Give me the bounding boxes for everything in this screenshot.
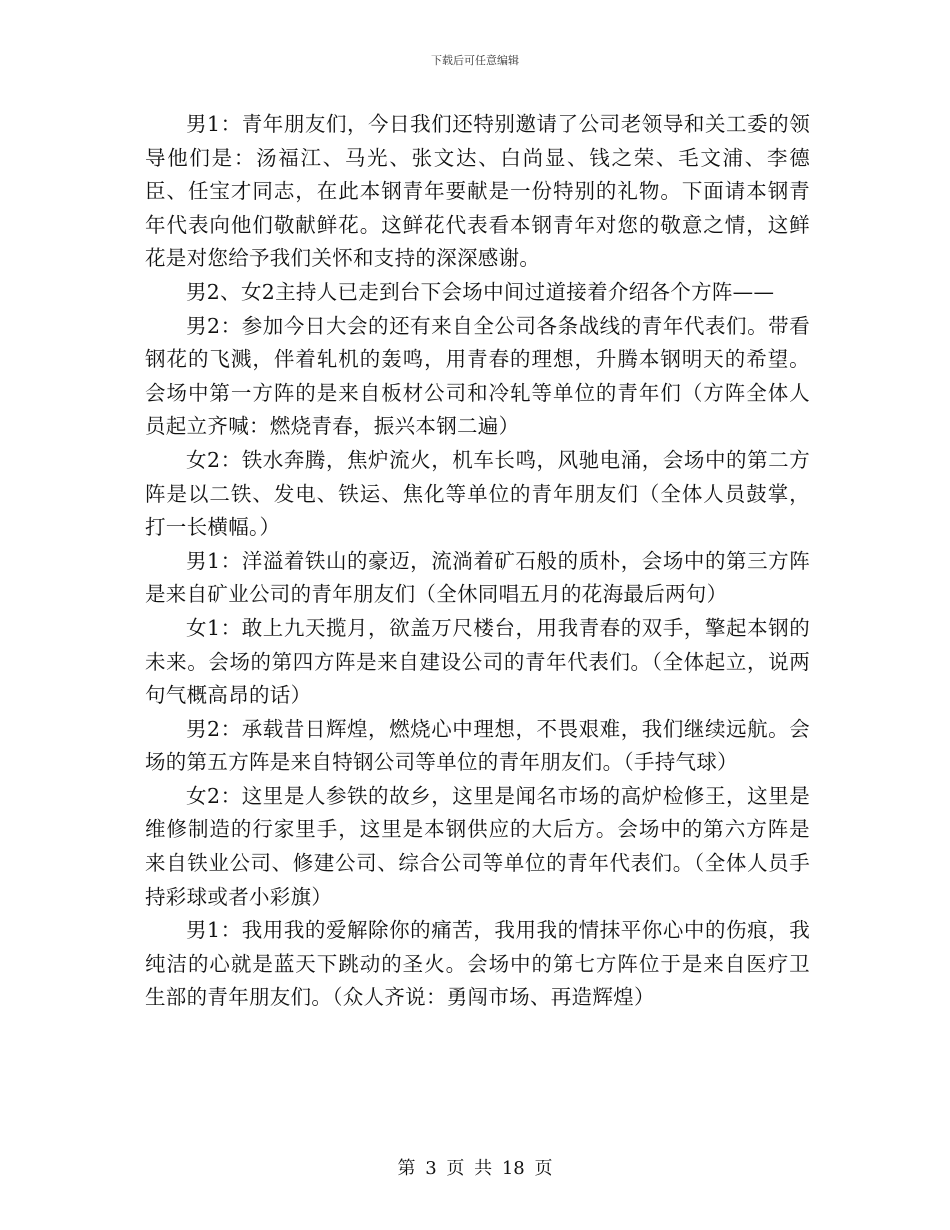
- paragraph-1: 男1：青年朋友们，今日我们还特别邀请了公司老领导和关工委的领导他们是：汤福江、马光、张文达、白尚显、钱之荣、毛文浦、李德臣、任宝才同志，在此本钢青年要献是一份特别的礼物。下面请本钢青年代表向他们敬献鲜花。这鲜花代表看本钢青年对您的敬意之情，这鲜花是对您给予我们关怀和支持的深深感谢。: [145, 112, 810, 271]
- paragraph-8: 女2：这里是人参铁的故乡，这里是闻名市场的高炉检修王，这里是维修制造的行家里手，这里是本钢供应的大后方。会场中的第六方阵是来自铁业公司、修建公司、综合公司等单位的青年代表们。（全体人员手持彩球或者小彩旗）: [145, 783, 810, 909]
- page-header: 下载后可任意编辑: [431, 54, 519, 67]
- paragraph-2: 男2、女2主持人已走到台下会场中间过道接着介绍各个方阵——: [186, 279, 775, 304]
- paragraph-6: 女1：敢上九天揽月，欲盖万尺楼台，用我青春的双手，擎起本钢的未来。会场的第四方阵是来自建设公司的青年代表们。（全体起立，说两句气概高昂的话）: [145, 615, 810, 708]
- paragraph-9: 男1：我用我的爱解除你的痛苦，我用我的情抹平你心中的伤痕，我纯洁的心就是蓝天下跳动的圣火。会场中的第七方阵位于是来自医疗卫生部的青年朋友们。（众人齐说：勇闯市场、再造辉煌）: [145, 918, 810, 1010]
- paragraph-3: 男2：参加今日大会的还有来自全公司各条战线的青年代表们。带看钢花的飞溅，伴着轧机的轰鸣，用青春的理想，升腾本钢明天的希望。会场中第一方阵的是来自板材公司和冷轧等单位的青年们（方阵全体人员起立齐喊：燃烧青春，振兴本钢二遍）: [145, 313, 810, 439]
- paragraph-5: 男1：洋溢着铁山的豪迈，流淌着矿石般的质朴，会场中的第三方阵是来自矿业公司的青年朋友们（全休同唱五月的花海最后两句）: [145, 548, 810, 607]
- document-body: [145, 108, 810, 1015]
- paragraph-7: 男2：承载昔日辉煌，燃烧心中理想，不畏艰难，我们继续远航。会场的第五方阵是来自特钢公司等单位的青年朋友们。（手持气球）: [145, 716, 810, 775]
- page-number-footer: 第 3 页 共 18 页: [397, 1158, 553, 1179]
- paragraph-4: 女2：铁水奔腾，焦炉流火，机车长鸣，风驰电涌，会场中的第二方阵是以二铁、发电、铁运、焦化等单位的青年朋友们（全体人员鼓掌，打一长横幅。）: [145, 447, 810, 540]
